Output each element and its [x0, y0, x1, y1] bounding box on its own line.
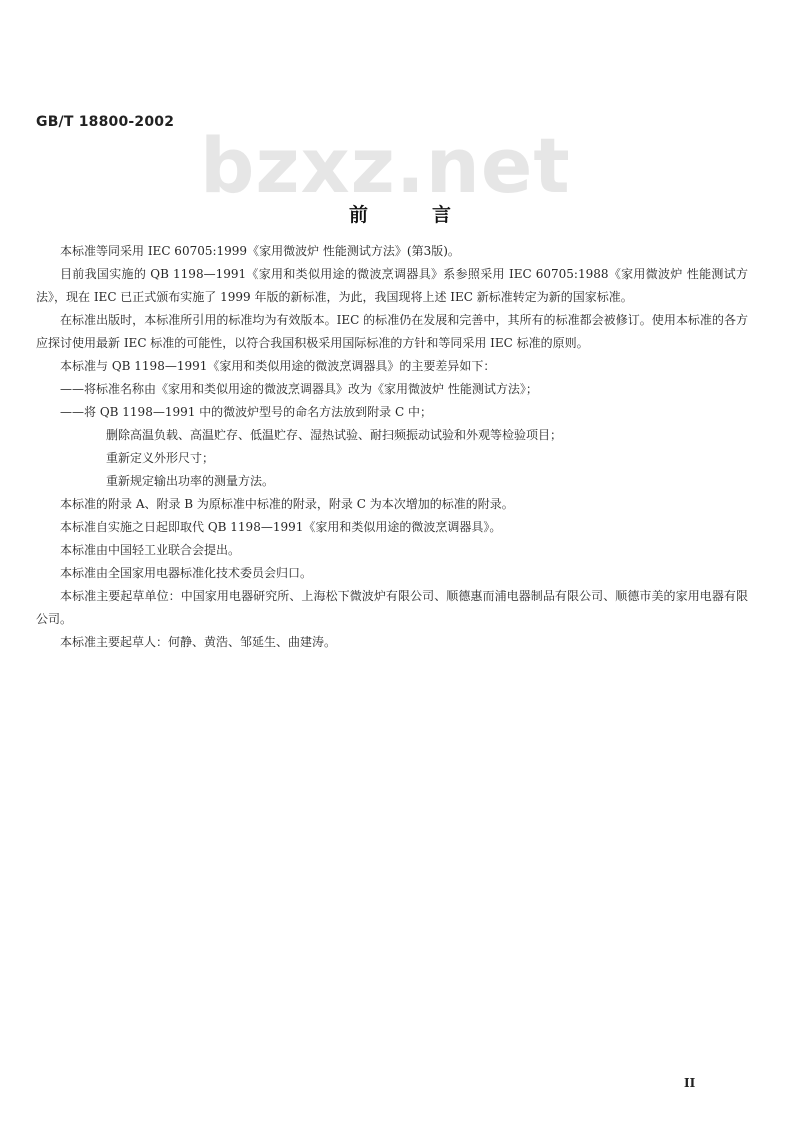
- paragraph: 本标准自实施之日起即取代 QB 1198—1991《家用和类似用途的微波烹调器具》。: [60, 520, 502, 534]
- paragraph: 本标准与 QB 1198—1991《家用和类似用途的微波烹调器具》的主要差异如下：: [60, 359, 496, 373]
- paragraph: 本标准主要起草人：何静、黄浩、邹延生、曲建涛。: [60, 635, 337, 649]
- paragraph: 本标准的附录 A、附录 B 为原标准中标准的附录，附录 C 为本次增加的标准的附录。: [60, 497, 514, 511]
- page-title: [0, 200, 800, 227]
- title-char-1: 前: [348, 204, 368, 226]
- paragraph: 本标准等同采用 IEC 60705:1999《家用微波炉 性能测试方法》(第3版)。: [60, 244, 460, 258]
- title-char-2: 言: [432, 204, 452, 226]
- paragraph: 本标准由全国家用电器标准化技术委员会归口。: [60, 566, 313, 580]
- body-text: [36, 240, 748, 654]
- watermark: bzxz.net: [200, 121, 571, 210]
- standard-code: GB/T 18800-2002: [36, 114, 175, 130]
- paragraph: 本标准主要起草单位：中国家用电器研究所、上海松下微波炉有限公司、顺德惠而浦电器制品有限公司、顺德市美的家用电器有限公司。: [36, 589, 748, 626]
- difference-item: ——将 QB 1198—1991 中的微波炉型号的命名方法放到附录 C 中；: [60, 405, 432, 419]
- difference-subitem: 重新定义外形尺寸；: [106, 451, 215, 465]
- paragraph: 本标准由中国轻工业联合会提出。: [60, 543, 241, 557]
- paragraph: 目前我国实施的 QB 1198—1991《家用和类似用途的微波烹调器具》系参照采用 IEC 60705:1988《家用微波炉 性能测试方法》，现在 IEC 已正式颁布实施了 1999 年版的新标准，为此，我国现将上述 IEC 新标准转定为新的国家标准。: [36, 267, 748, 304]
- paragraph: 在标准出版时，本标准所引用的标准均为有效版本。IEC 的标准仍在发展和完善中，其所有的标准都会被修订。使用本标准的各方应探讨使用最新 IEC 标准的可能性，以符合我国积极采用国际标准的方针和等同采用 IEC 标准的原则。: [36, 313, 748, 350]
- difference-subitem: 删除高温负载、高温贮存、低温贮存、湿热试验、耐扫频振动试验和外观等检验项目；: [106, 428, 563, 442]
- difference-item: ——将标准名称由《家用和类似用途的微波烹调器具》改为《家用微波炉 性能测试方法》；: [60, 382, 538, 396]
- page-number: II: [684, 1076, 696, 1090]
- difference-subitem: 重新规定输出功率的测量方法。: [106, 474, 275, 488]
